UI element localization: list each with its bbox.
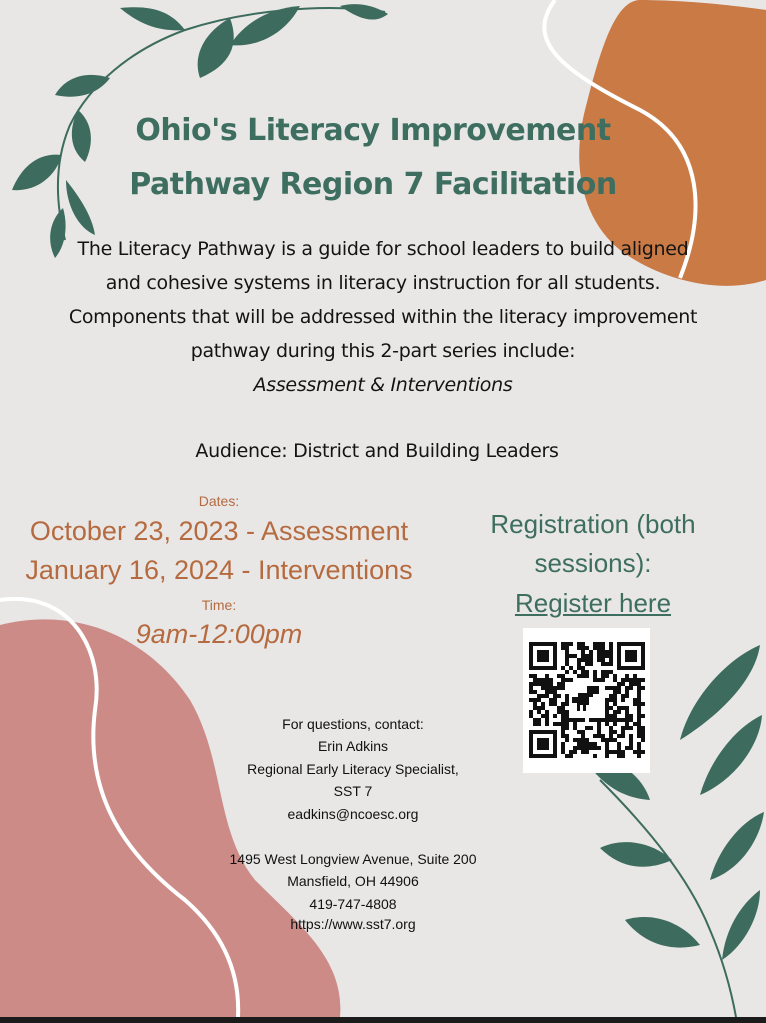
contact-email[interactable]: eadkins@ncoesc.org [287,806,419,822]
intro-line-2: and cohesive systems in literacy instruction for all students. [105,272,661,294]
contact-org: SST 7 [333,783,373,799]
dinosaur-icon [572,686,599,711]
page-title-line-1: Ohio's Literacy Improvement [135,113,611,148]
audience-text: Audience: District and Building Leaders [195,440,559,462]
intro-line-1: The Literacy Pathway is a guide for school leaders to build aligned [77,238,689,260]
contact-phone: 419-747-4808 [309,896,397,912]
intro-line-3: Components that will be addressed within the literacy improvement [68,306,698,328]
contact-address-1: 1495 West Longview Avenue, Suite 200 [229,851,477,867]
registration-text-line-2: sessions): [534,548,652,578]
date-assessment: October 23, 2023 - Assessment [29,516,409,546]
dates-label: Dates: [198,493,240,509]
qr-code-icon[interactable] [523,628,650,773]
contact-role: Regional Early Literacy Specialist, [247,761,459,777]
time-value: 9am-12:00pm [135,619,303,649]
time-label: Time: [201,597,237,613]
contact-address-2: Mansfield, OH 44906 [287,873,419,889]
page-title-line-2: Pathway Region 7 Facilitation [129,167,617,202]
contact-name: Erin Adkins [317,738,389,754]
components-text: Assessment & Interventions [253,374,513,396]
registration-text-line-1: Registration (both [490,509,696,539]
contact-website[interactable]: https://www.sst7.org [290,916,416,932]
bottom-border [0,1017,766,1023]
qr-code-graphic [523,628,650,773]
register-link[interactable]: Register here [514,588,672,618]
intro-line-4: pathway during this 2-part series include: [190,340,576,362]
date-interventions: January 16, 2024 - Interventions [25,555,413,585]
contact-heading: For questions, contact: [282,716,424,732]
